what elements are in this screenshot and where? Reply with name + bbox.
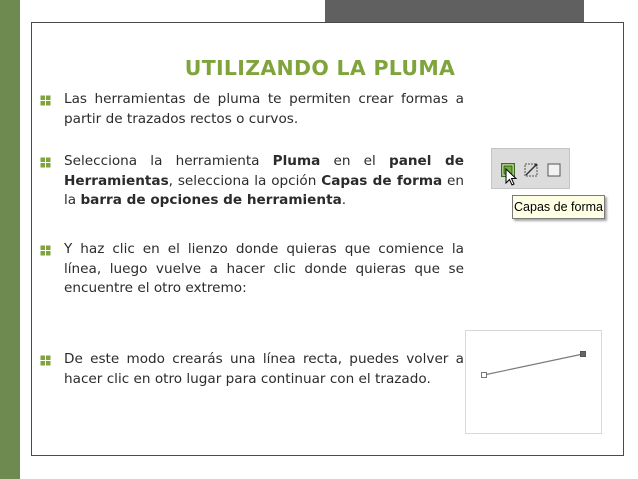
bullet-icon — [40, 355, 51, 369]
text-segment: , selecciona la opción — [168, 172, 322, 189]
bold-term: Capas de forma — [321, 172, 443, 189]
bold-term: panel de Herramientas — [64, 153, 464, 189]
bullet-icon — [40, 157, 51, 171]
cursor-arrow-icon — [505, 168, 519, 190]
line-drawing — [466, 331, 601, 433]
bold-term: barra de opciones de herramienta — [80, 192, 342, 209]
fill-pixels-icon[interactable] — [547, 162, 559, 174]
tooltip-capas-de-forma: Capas de forma — [512, 195, 605, 219]
toolbar-screenshot — [491, 148, 607, 228]
bullet-icon — [40, 95, 51, 109]
slide-title: UTILIZANDO LA PLUMA — [184, 56, 456, 80]
text-segment: Selecciona la herramienta — [64, 153, 273, 169]
left-accent-bar — [0, 0, 20, 479]
bullet-text-1: Las herramientas de pluma te permiten crear formas a partir de trazados rectos o curvos. — [64, 91, 464, 127]
bullet-text-4: De este modo crearás una línea recta, puedes volver a hacer clic en otro lugar para continuar con el trazado. — [64, 351, 464, 387]
paths-icon[interactable] — [524, 162, 536, 174]
text-segment: en el — [320, 153, 389, 169]
bullet-text-2 — [64, 152, 464, 211]
line-canvas-illustration — [465, 330, 602, 434]
text-segment: . — [341, 192, 347, 209]
text-segment: en la — [64, 172, 464, 209]
start-point-icon — [482, 373, 487, 378]
bullet-text-3: Y haz clic en el lienzo donde quieras que comience la línea, luego vuelve a hacer clic donde quieras que se encuentre el otro extremo: — [64, 241, 464, 297]
end-point-icon — [581, 352, 586, 357]
bullet-icon — [40, 245, 51, 259]
bold-term: Pluma — [272, 153, 321, 169]
tool-options-bar — [491, 148, 570, 189]
